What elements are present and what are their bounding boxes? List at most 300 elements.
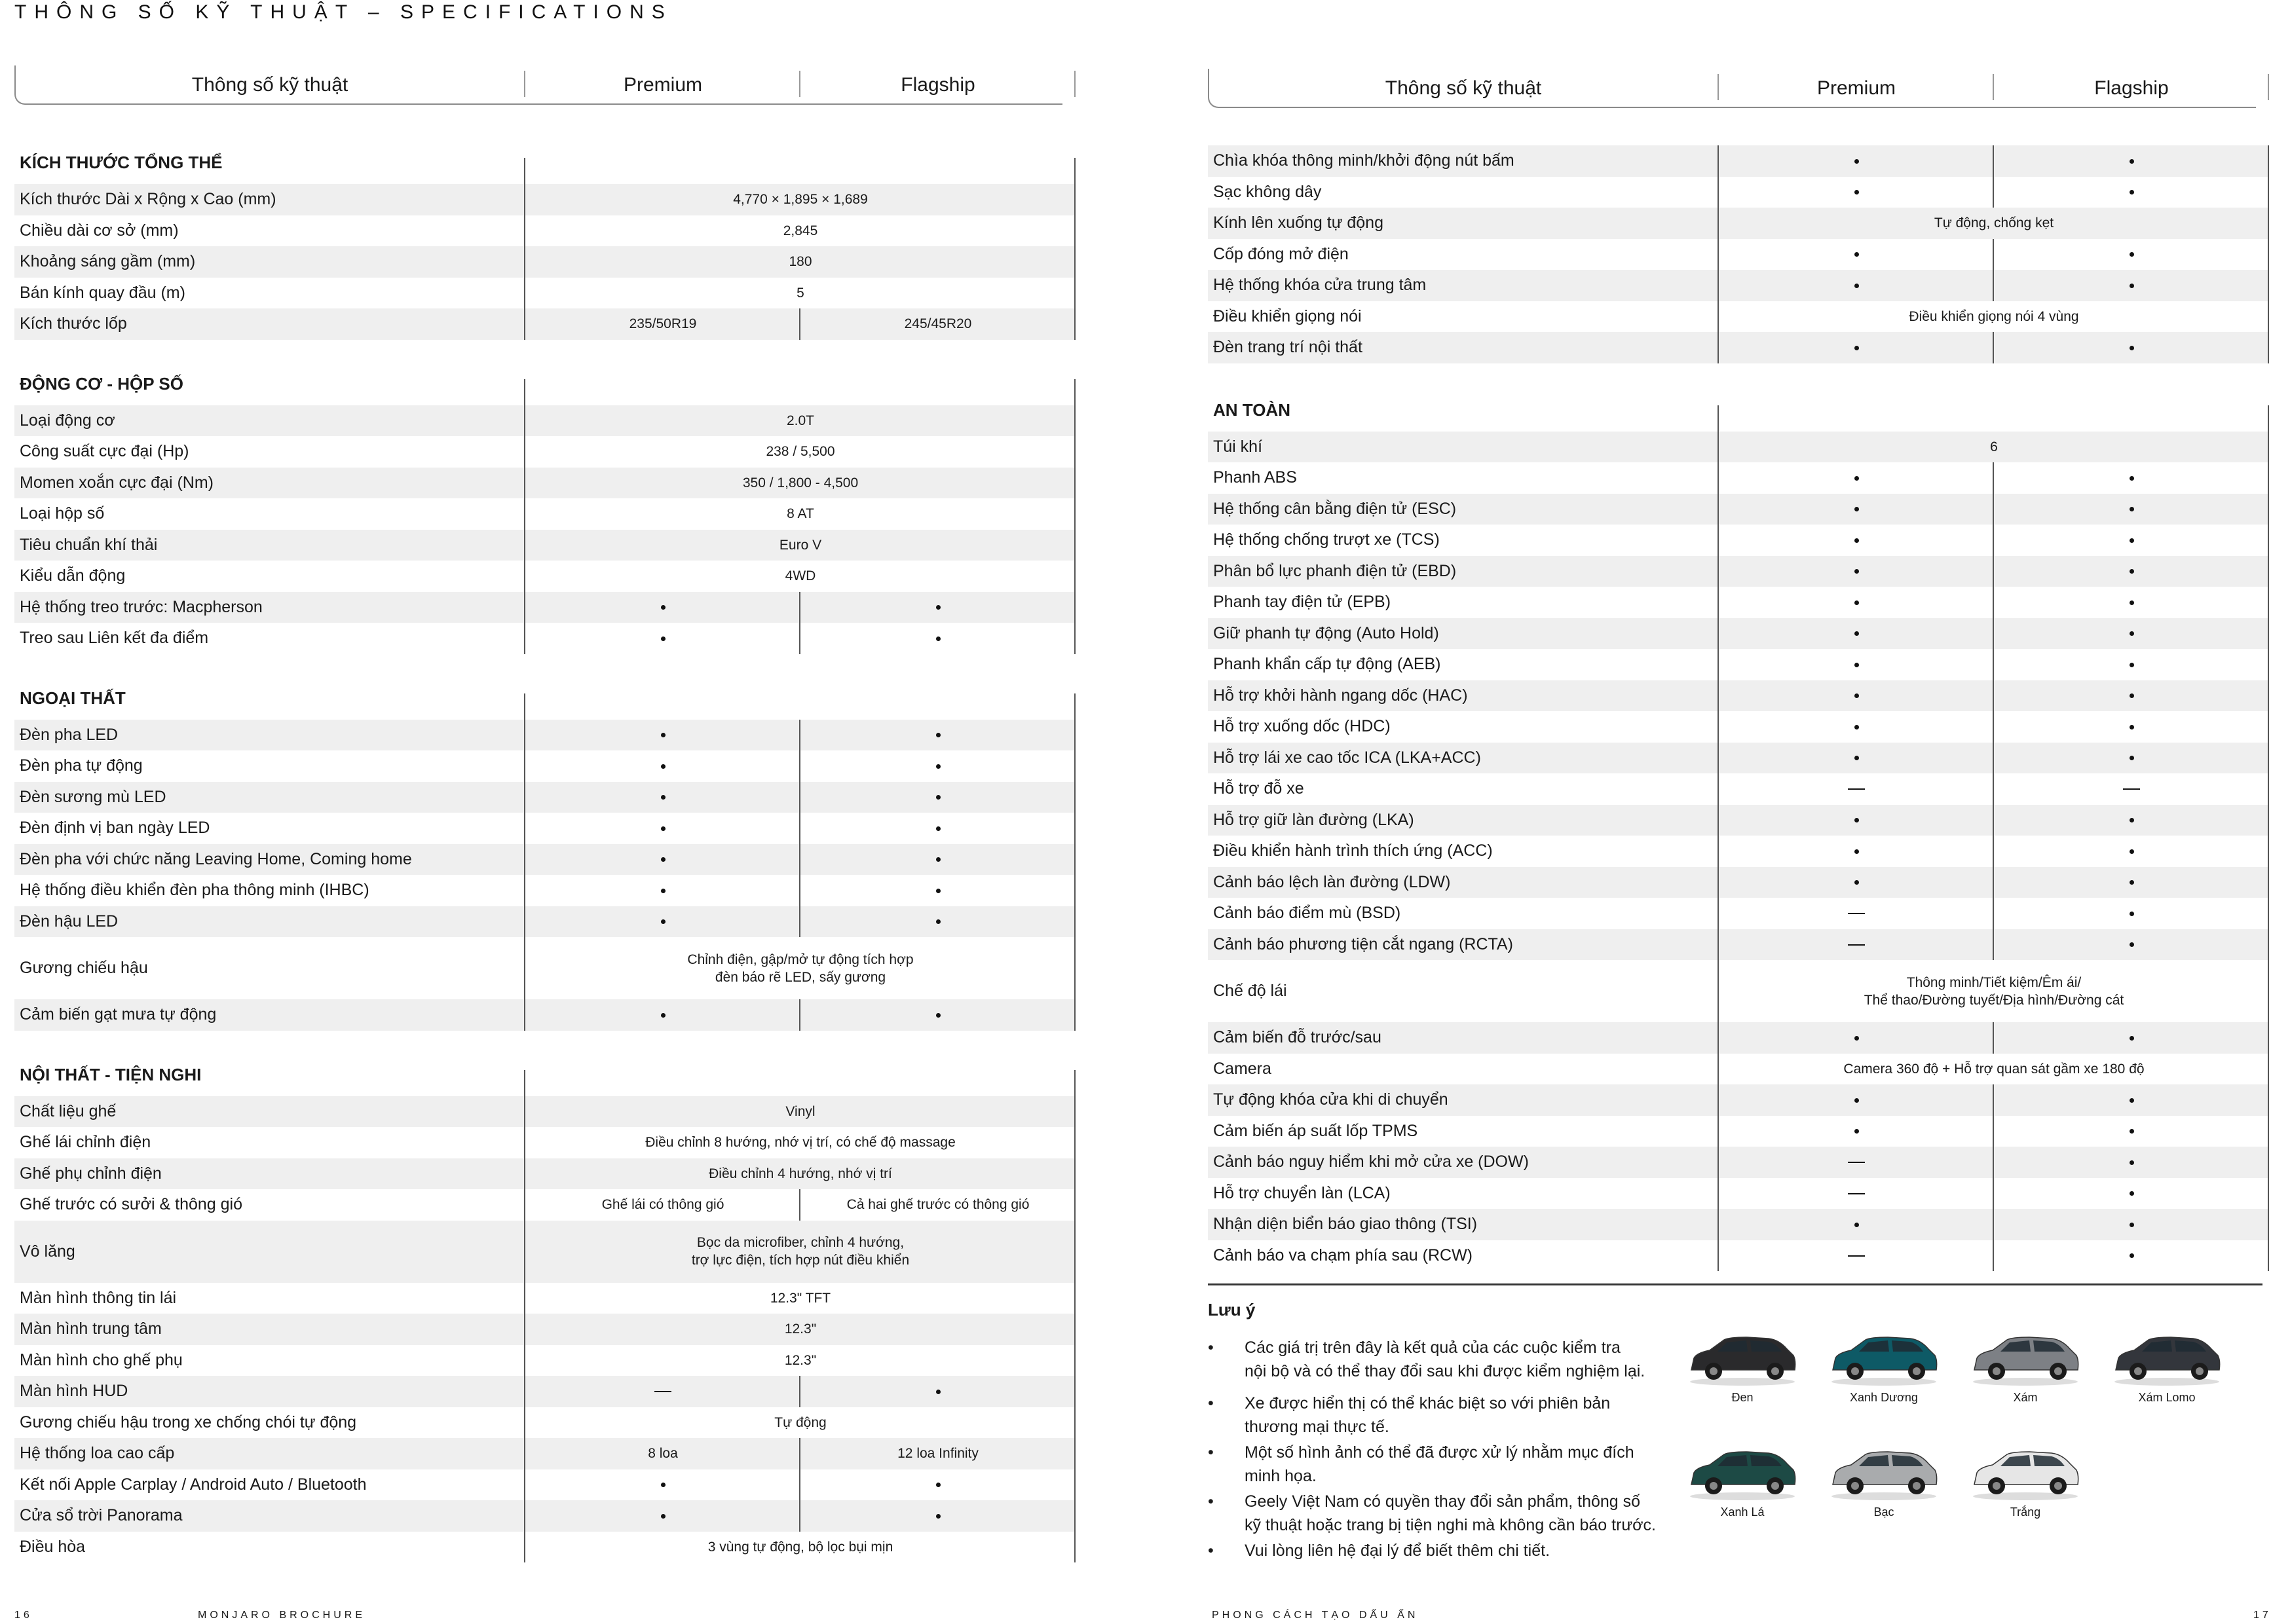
spec-label: Khoảng sáng gầm (mm): [20, 252, 196, 270]
car-image: [1825, 1329, 1943, 1388]
column-divider: [799, 1189, 800, 1221]
spec-row: [14, 1158, 1076, 1190]
spec-row: [1208, 556, 2269, 587]
flagship-value: [1994, 1178, 2269, 1209]
spec-label: Điều khiển hành trình thích ứng (ACC): [1213, 841, 1493, 860]
included-dot-icon: [661, 1514, 666, 1519]
section-title: AN TOÀN: [1213, 399, 1290, 420]
note-line: Geely Việt Nam có quyền thay đổi sản phẩm, thông số: [1245, 1492, 1641, 1511]
notes-divider: [1208, 1283, 2262, 1285]
spec-row: [14, 937, 1076, 999]
flagship-value: [800, 1469, 1076, 1501]
column-divider: [1993, 805, 1994, 836]
flagship-value: [1994, 649, 2269, 680]
spec-row: [1208, 805, 2269, 836]
column-divider: [1993, 525, 1994, 556]
flagship-value: [1994, 898, 2269, 929]
spec-value: 8 AT: [787, 506, 814, 521]
spec-label: Hệ thống khóa cửa trung tâm: [1213, 276, 1427, 294]
included-dot-icon: [661, 637, 666, 641]
spec-label: Cảnh báo phương tiện cắt ngang (RCTA): [1213, 934, 1513, 953]
section-title: NỘI THẤT - TIỆN NGHI: [20, 1064, 202, 1084]
included-dot-icon: [2130, 725, 2134, 729]
included-dot-icon: [661, 826, 666, 831]
column-divider: [1718, 405, 1719, 1272]
column-divider: [799, 308, 800, 340]
included-dot-icon: [936, 826, 941, 831]
flagship-value: [1994, 462, 2269, 494]
column-divider: [1993, 587, 1994, 618]
premium-value: [1719, 618, 1994, 650]
spec-label: Hỗ trợ khởi hành ngang dốc (HAC): [1213, 686, 1468, 705]
spec-row: [14, 1438, 1076, 1469]
flagship-value: [800, 782, 1076, 813]
flagship-value: [1994, 1240, 2269, 1272]
spec-label: Ghế lái chỉnh điện: [20, 1133, 151, 1151]
column-divider: [1993, 145, 1994, 177]
column-divider: [799, 999, 800, 1031]
spec-row: [14, 561, 1076, 592]
spec-label: Kính lên xuống tự động: [1213, 213, 1383, 232]
spec-label: Tự động khóa cửa khi di chuyển: [1213, 1090, 1448, 1109]
premium-value: [1719, 145, 1994, 177]
premium-value: [1719, 836, 1994, 867]
included-dot-icon: [661, 919, 666, 924]
spec-row: [14, 782, 1076, 813]
included-dot-icon: [1854, 159, 1859, 164]
included-dot-icon: [2130, 569, 2134, 574]
column-divider: [1993, 1084, 1994, 1116]
premium-value: [1719, 1084, 1994, 1116]
included-dot-icon: [2130, 1129, 2134, 1134]
bullet-icon: •: [1208, 1492, 1214, 1511]
spec-label: Ghế trước có sưởi & thông gió: [20, 1195, 243, 1213]
spec-label: Cảnh báo va chạm phía sau (RCW): [1213, 1246, 1473, 1264]
spec-value: 3 vùng tự động, bộ lọc bụi mịn: [707, 1539, 893, 1555]
spec-row: [1208, 1178, 2269, 1209]
note-item: [1208, 1392, 1690, 1439]
spec-row: [1208, 270, 2269, 301]
spec-value: Camera 360 độ + Hỗ trợ quan sát gầm xe 180 độ: [1843, 1061, 2145, 1077]
included-dot-icon: [936, 919, 941, 924]
note-line: Xe được hiển thị có thể khác biệt so với phiên bản: [1245, 1394, 1611, 1412]
included-dot-icon: [1854, 569, 1859, 574]
flagship-value: 245/45R20: [904, 316, 972, 331]
column-divider: [1993, 1178, 1994, 1209]
spec-value: Điều chỉnh 8 hướng, nhớ vị trí, có chế độ massage: [645, 1135, 956, 1150]
included-dot-icon: [661, 733, 666, 737]
page-title: THÔNG SỐ KỸ THUẬT – SPECIFICATIONS: [14, 1, 673, 23]
column-divider: [524, 1070, 525, 1563]
note-item: [1208, 1490, 1690, 1537]
column-divider: [1074, 158, 1076, 340]
spec-row: [14, 1096, 1076, 1128]
included-dot-icon: [2130, 942, 2134, 947]
included-dot-icon: [2130, 600, 2134, 605]
premium-value: [1719, 587, 1994, 618]
spec-label: Màn hình trung tâm: [20, 1320, 162, 1338]
spec-label: Hỗ trợ đỗ xe: [1213, 779, 1304, 798]
spec-label: Điều hòa: [20, 1537, 86, 1556]
spec-value-line: Thông minh/Tiết kiệm/Êm ái/: [1906, 974, 2082, 990]
included-dot-icon: [1854, 507, 1859, 511]
spec-label: Màn hình cho ghế phụ: [20, 1350, 183, 1369]
spec-row: [1208, 898, 2269, 929]
spec-label: Phanh khẩn cấp tự động (AEB): [1213, 655, 1441, 673]
included-dot-icon: [2130, 252, 2134, 257]
brochure-name: MONJARO BROCHURE: [198, 1610, 366, 1621]
included-dot-icon: [2130, 693, 2134, 698]
column-divider: [524, 379, 525, 654]
color-swatch: [1966, 1444, 2084, 1519]
spec-label: Cửa sổ trời Panorama: [20, 1506, 183, 1524]
note-line: thương mại thực tế.: [1245, 1418, 1389, 1436]
included-dot-icon: [936, 1514, 941, 1519]
premium-value: [525, 813, 800, 844]
included-dot-icon: [2130, 1253, 2134, 1258]
premium-value: [1719, 556, 1994, 587]
column-divider: [799, 1438, 800, 1469]
spec-label: Bán kính quay đầu (m): [20, 283, 185, 302]
column-divider: [1993, 836, 1994, 867]
column-divider: [1993, 929, 1994, 961]
spec-row: [14, 844, 1076, 876]
spec-row: [1208, 177, 2269, 208]
spec-label: Điều khiển giọng nói: [1213, 306, 1362, 325]
spec-value: Tự động, chống kẹt: [1934, 215, 2054, 231]
included-dot-icon: [1854, 693, 1859, 698]
spec-label: Đèn pha LED: [20, 725, 119, 744]
spec-label: Treo sau Liên kết đa điểm: [20, 629, 209, 647]
premium-value: [525, 999, 800, 1031]
spec-row: [14, 1314, 1076, 1345]
column-divider: [1993, 743, 1994, 774]
spec-value-line: trợ lực điện, tích hợp nút điều khiển: [691, 1253, 910, 1268]
note-line: Một số hình ảnh có thể đã được xử lý nhằm mục đích: [1245, 1443, 1634, 1462]
color-name: Trắng: [2010, 1505, 2041, 1519]
car-image: [2108, 1329, 2226, 1388]
spec-value: [1719, 974, 2269, 1009]
flagship-value: [800, 750, 1076, 782]
spec-row: [14, 498, 1076, 530]
car-image: [1966, 1329, 2084, 1388]
premium-value: [525, 782, 800, 813]
column-divider: [799, 782, 800, 813]
spec-label: Hệ thống chống trượt xe (TCS): [1213, 530, 1440, 549]
included-dot-icon: [1854, 1129, 1859, 1134]
column-divider: [1993, 773, 1994, 805]
color-swatch: [1825, 1444, 1943, 1519]
color-swatch: [1966, 1329, 2084, 1405]
not-available-dash-icon: [1848, 788, 1865, 790]
page-number-right: 17: [2253, 1610, 2272, 1621]
flagship-value: [1994, 680, 2269, 712]
spec-value-line: Chỉnh điện, gập/mở tự động tích hợp: [687, 951, 914, 967]
spec-row: [1208, 1054, 2269, 1085]
spec-label: Hệ thống cân bằng điện tử (ESC): [1213, 499, 1457, 518]
spec-label: Chất liệu ghế: [20, 1101, 117, 1120]
spec-label: Gương chiếu hậu: [20, 959, 148, 977]
flagship-value: [1994, 270, 2269, 301]
premium-value: [1719, 1147, 1994, 1178]
included-dot-icon: [1854, 1098, 1859, 1103]
premium-value: [1719, 898, 1994, 929]
spec-label: Kiểu dẫn động: [20, 566, 126, 585]
included-dot-icon: [1854, 538, 1859, 543]
spec-row: [14, 1189, 1076, 1221]
included-dot-icon: [2130, 1098, 2134, 1103]
spec-label: Chế độ lái: [1213, 982, 1287, 1000]
spec-label: Cốp đóng mở điện: [1213, 244, 1349, 263]
flagship-value: [1994, 332, 2269, 363]
premium-value: [525, 844, 800, 876]
spec-row: [14, 1127, 1076, 1158]
premium-value: [1719, 1178, 1994, 1209]
flagship-value: [1994, 711, 2269, 743]
spec-row: [14, 623, 1076, 654]
flagship-value: [1994, 525, 2269, 556]
tagline: PHONG CÁCH TẠO DẤU ẤN: [1212, 1610, 1419, 1621]
column-divider: [799, 1469, 800, 1501]
included-dot-icon: [936, 733, 941, 737]
spec-value: 12.3": [784, 1321, 817, 1337]
premium-value: [1719, 929, 1994, 961]
flagship-value: [1994, 1147, 2269, 1178]
column-divider: [799, 720, 800, 751]
included-dot-icon: [1854, 284, 1859, 288]
spec-label: Momen xoắn cực đại (Nm): [20, 473, 214, 492]
column-divider: [1074, 379, 1076, 654]
included-dot-icon: [1854, 849, 1859, 854]
spec-value-line: Bọc da microfiber, chỉnh 4 hướng,: [696, 1235, 905, 1250]
premium-value: 8 loa: [648, 1446, 678, 1461]
premium-value: [1719, 1022, 1994, 1054]
spec-value: 6: [1990, 439, 1998, 454]
spec-row: [1208, 836, 2269, 867]
included-dot-icon: [2130, 912, 2134, 916]
spec-row: [14, 215, 1076, 247]
spec-label: Nhận diện biển báo giao thông (TSI): [1213, 1215, 1478, 1233]
included-dot-icon: [2130, 818, 2134, 822]
not-available-dash-icon: [2123, 788, 2140, 790]
spec-value-line: đèn báo rẽ LED, sấy gương: [715, 969, 886, 985]
column-divider: [1993, 270, 1994, 301]
spec-value: 350 / 1,800 - 4,500: [742, 475, 859, 490]
included-dot-icon: [2130, 663, 2134, 667]
flagship-value: [800, 875, 1076, 906]
spec-label: Kết nối Apple Carplay / Android Auto / Bluetooth: [20, 1475, 367, 1494]
included-dot-icon: [661, 764, 666, 769]
flagship-value: [800, 623, 1076, 654]
spec-label: Cảnh báo điểm mù (BSD): [1213, 904, 1401, 922]
not-available-dash-icon: [1848, 1255, 1865, 1257]
column-divider: [1993, 556, 1994, 587]
spec-row: [14, 1469, 1076, 1501]
spec-row: [14, 405, 1076, 437]
column-divider: [1993, 494, 1994, 525]
included-dot-icon: [936, 1390, 941, 1394]
spec-value: 4,770 × 1,895 × 1,689: [733, 192, 868, 207]
spec-label: Cảnh báo lệch làn đường (LDW): [1213, 872, 1451, 891]
premium-value: [1719, 773, 1994, 805]
premium-value: [1719, 525, 1994, 556]
header-premium: Premium: [623, 74, 702, 96]
spec-row: [1208, 711, 2269, 743]
spec-value: 2.0T: [786, 413, 815, 428]
spec-row: [14, 436, 1076, 468]
included-dot-icon: [936, 857, 941, 862]
flagship-value: [1994, 867, 2269, 898]
spec-row: [1208, 239, 2269, 270]
included-dot-icon: [2130, 1160, 2134, 1165]
premium-value: [1719, 462, 1994, 494]
premium-value: [1719, 711, 1994, 743]
included-dot-icon: [2130, 1191, 2134, 1196]
color-name: Xám Lomo: [2138, 1391, 2196, 1404]
header-divider: [1074, 71, 1076, 97]
spec-row: [1208, 1147, 2269, 1178]
premium-value: [525, 592, 800, 623]
column-divider: [799, 813, 800, 844]
spec-label: Chiều dài cơ sở (mm): [20, 221, 179, 240]
note-line: Vui lòng liên hệ đại lý để biết thêm chi tiết.: [1245, 1541, 1550, 1560]
header-divider: [2268, 74, 2269, 100]
header-flagship: Flagship: [901, 74, 975, 96]
spec-row: [1208, 494, 2269, 525]
flagship-value: [1994, 836, 2269, 867]
flagship-value: [800, 999, 1076, 1031]
column-divider: [799, 844, 800, 876]
spec-row: [14, 906, 1076, 938]
spec-row: [1208, 1240, 2269, 1272]
spec-label: Cảm biến áp suất lốp TPMS: [1213, 1121, 1418, 1140]
included-dot-icon: [661, 795, 666, 800]
spec-label: Đèn trang trí nội thất: [1213, 338, 1362, 356]
spec-label: Loại động cơ: [20, 411, 115, 430]
spec-label: Sạc không dây: [1213, 182, 1322, 201]
included-dot-icon: [1854, 818, 1859, 822]
color-name: Bạc: [1873, 1505, 1894, 1519]
included-dot-icon: [2130, 507, 2134, 511]
column-divider: [1993, 462, 1994, 494]
spec-row: [1208, 960, 2269, 1022]
spec-value: 180: [789, 254, 812, 269]
included-dot-icon: [1854, 663, 1859, 667]
column-divider: [2268, 145, 2269, 363]
bullet-icon: •: [1208, 1443, 1214, 1462]
premium-value: [1719, 1240, 1994, 1272]
page-number-left: 16: [14, 1610, 33, 1621]
flagship-value: [800, 1500, 1076, 1532]
spec-value: 4WD: [785, 568, 816, 583]
included-dot-icon: [1854, 880, 1859, 885]
spec-label: Hỗ trợ xuống dốc (HDC): [1213, 717, 1391, 735]
spec-label: Chìa khóa thông minh/khởi động nút bấm: [1213, 151, 1514, 170]
flagship-value: [1994, 773, 2269, 805]
flagship-value: [1994, 1116, 2269, 1147]
spec-label: Túi khí: [1213, 437, 1263, 456]
included-dot-icon: [661, 605, 666, 610]
spec-label: Gương chiếu hậu trong xe chống chói tự động: [20, 1412, 357, 1431]
spec-row: [1208, 462, 2269, 494]
spec-row: [14, 1221, 1076, 1283]
spec-row: [14, 184, 1076, 215]
color-name: Xanh Dương: [1850, 1391, 1918, 1404]
color-name: Đen: [1731, 1391, 1754, 1404]
spec-value: 2,845: [783, 223, 818, 238]
premium-value: [1719, 177, 1994, 208]
note-line: kỹ thuật hoặc trang bị tiện nghi mà không cần báo trước.: [1245, 1516, 1656, 1534]
premium-value: [525, 1500, 800, 1532]
spec-row: [1208, 929, 2269, 961]
flagship-value: [800, 813, 1076, 844]
included-dot-icon: [1854, 252, 1859, 257]
car-image: [1683, 1444, 1801, 1503]
spec-label: Cảm biến gạt mưa tự động: [20, 1005, 217, 1024]
spec-row: [14, 592, 1076, 623]
included-dot-icon: [1854, 1223, 1859, 1227]
included-dot-icon: [2130, 849, 2134, 854]
spec-row: [14, 1532, 1076, 1563]
not-available-dash-icon: [1848, 913, 1865, 914]
premium-value: [1719, 494, 1994, 525]
included-dot-icon: [2130, 1036, 2134, 1041]
flagship-value: [1994, 805, 2269, 836]
spec-label: Cảnh báo nguy hiểm khi mở cửa xe (DOW): [1213, 1153, 1529, 1171]
column-divider: [1993, 680, 1994, 712]
included-dot-icon: [661, 857, 666, 862]
spec-row: [14, 1407, 1076, 1439]
spec-row: [1208, 680, 2269, 712]
header-premium: Premium: [1816, 77, 1896, 99]
premium-value: [525, 906, 800, 938]
spec-row: [1208, 587, 2269, 618]
bullet-icon: •: [1208, 1394, 1214, 1412]
color-name: Xanh Lá: [1720, 1505, 1765, 1519]
included-dot-icon: [936, 795, 941, 800]
spec-label: Camera: [1213, 1059, 1271, 1078]
spec-label: Hỗ trợ giữ làn đường (LKA): [1213, 810, 1414, 829]
note-line: Các giá trị trên đây là kết quả của các cuộc kiểm tra: [1245, 1338, 1621, 1357]
flagship-value: Cả hai ghế trước có thông gió: [846, 1197, 1030, 1212]
included-dot-icon: [661, 889, 666, 893]
premium-value: [525, 875, 800, 906]
spec-label: Hệ thống điều khiển đèn pha thông minh (IHBC): [20, 881, 369, 899]
note-item: [1208, 1336, 1690, 1383]
spec-label: Loại hộp số: [20, 504, 105, 523]
column-divider: [799, 750, 800, 782]
premium-value: [525, 720, 800, 751]
included-dot-icon: [2130, 538, 2134, 543]
spec-label: Phân bổ lực phanh điện tử (EBD): [1213, 561, 1457, 580]
color-swatch: [1683, 1329, 1801, 1405]
spec-row: [1208, 301, 2269, 333]
spec-row: [1208, 773, 2269, 805]
premium-value: [525, 750, 800, 782]
column-divider: [1993, 898, 1994, 929]
spec-label: Hệ thống loa cao cấp: [20, 1444, 175, 1462]
spec-row: [14, 468, 1076, 499]
flagship-value: [1994, 929, 2269, 961]
premium-value: [1719, 270, 1994, 301]
included-dot-icon: [2130, 631, 2134, 636]
spec-value: [525, 1234, 1076, 1269]
included-dot-icon: [2130, 190, 2134, 194]
column-divider: [799, 1500, 800, 1532]
column-divider: [1074, 693, 1076, 1031]
header-divider: [1718, 74, 1719, 100]
flagship-value: [800, 906, 1076, 938]
